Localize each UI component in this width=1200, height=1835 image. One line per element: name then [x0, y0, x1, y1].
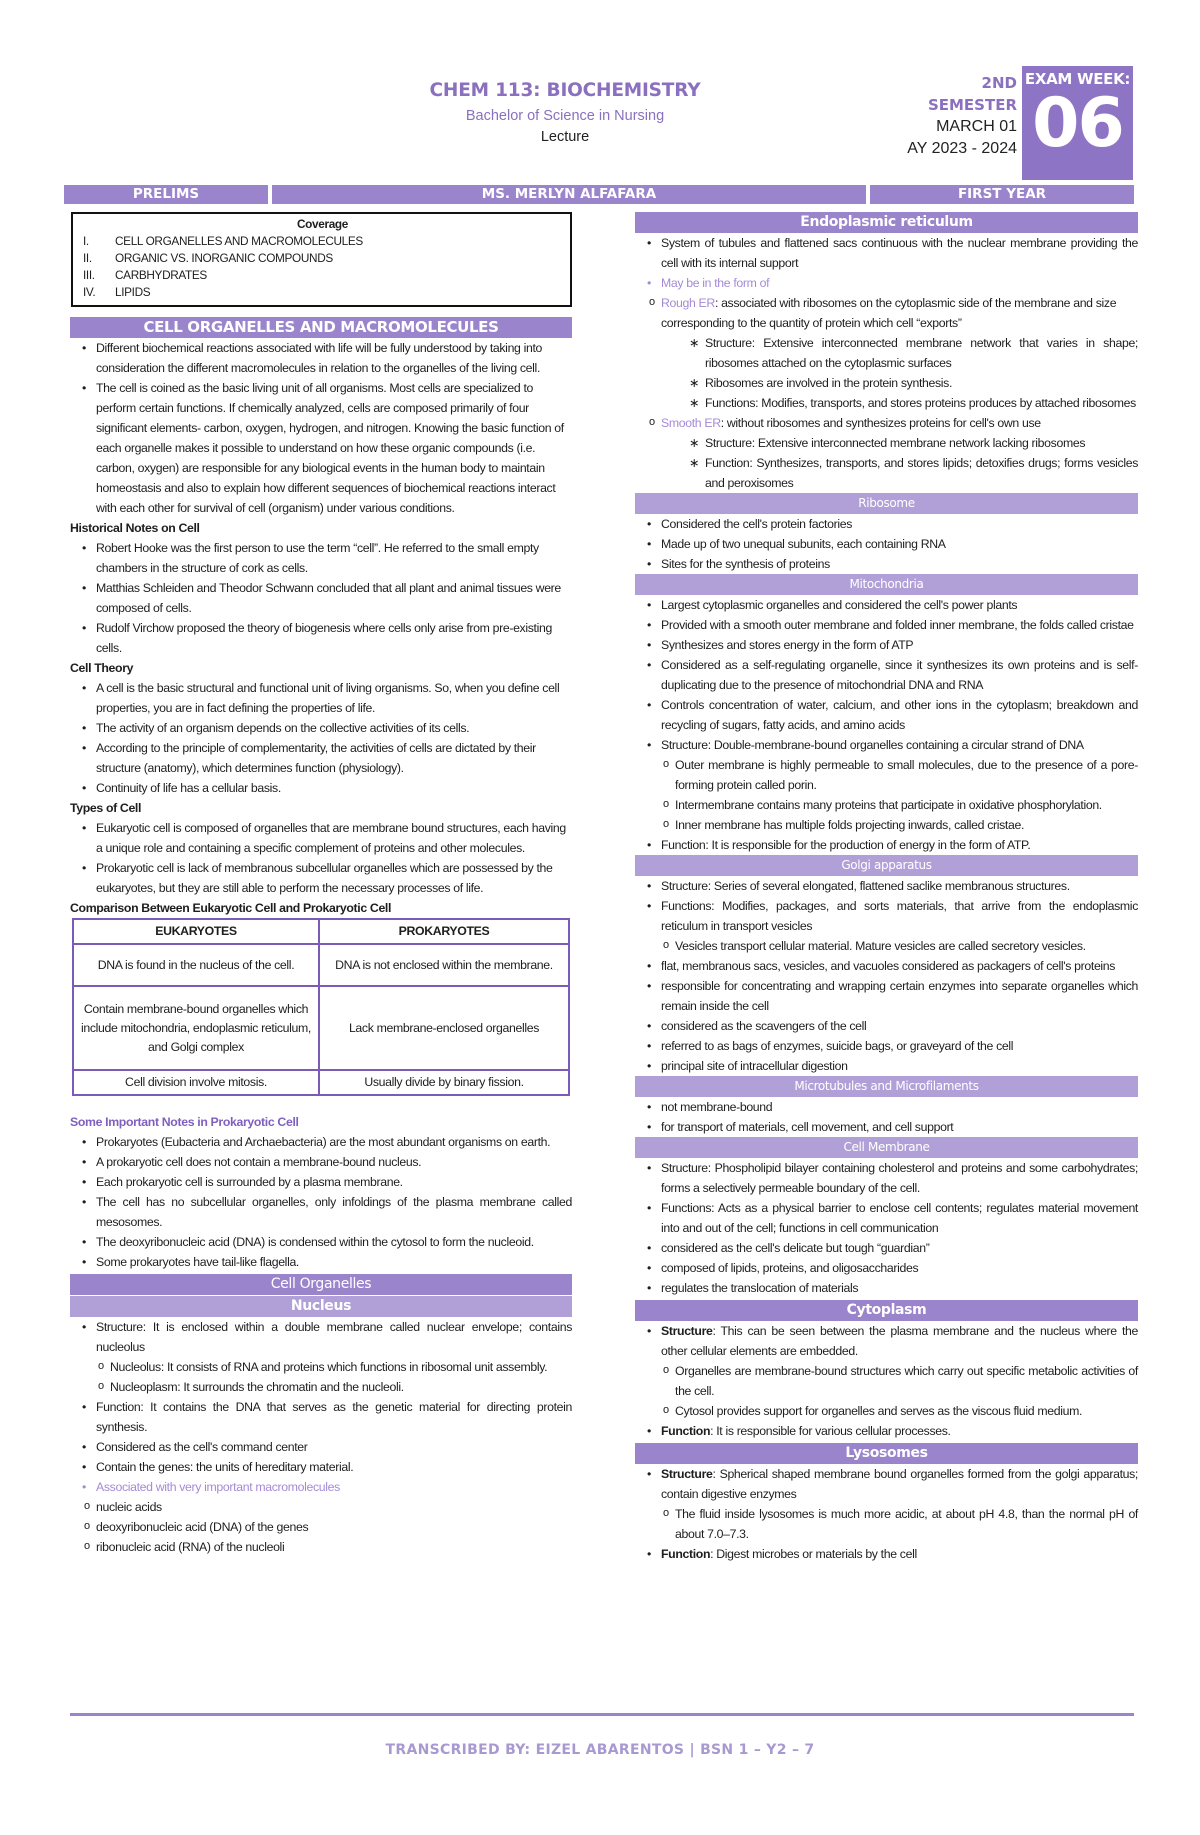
lysosomes-sublist	[635, 1504, 1138, 1544]
exam-week-badge	[1022, 66, 1133, 180]
table-cell: Cell division involve mitosis.	[73, 1070, 319, 1095]
list-item: • considered as the cell's delicate but tough “guardian”	[635, 1238, 1138, 1258]
semester-info	[907, 74, 1017, 158]
list-item: • A prokaryotic cell does not contain a membrane-bound nucleus.	[70, 1152, 572, 1172]
list-item: • Associated with very important macromolecules	[70, 1477, 572, 1497]
right-column	[635, 212, 1138, 1564]
list-item: • Different biochemical reactions associated with life will be fully understood by taking into consideration the different macromolecules in relation to the organelles of the living cell.	[70, 338, 572, 378]
document-header	[380, 80, 750, 145]
list-item: • Considered the cell's protein factories	[635, 514, 1138, 534]
footer-credit: TRANSCRIBED BY: EIZEL ABARENTOS | BSN 1 – Y2 – 7	[385, 1742, 815, 1758]
table-cell: DNA is not enclosed within the membrane.	[319, 944, 569, 986]
er-forms-list	[621, 293, 1138, 333]
list-item: • considered as the scavengers of the cell	[635, 1016, 1138, 1036]
comparison-table	[72, 918, 570, 1096]
table-row	[73, 944, 569, 986]
list-item: • Prokaryotic cell is lack of membranous subcellular organelles which are possessed by the eukaryotes, but they are still able to perform the necessary processes of life.	[70, 858, 572, 898]
list-item: • Function: Digest microbes or materials by the cell	[635, 1544, 1138, 1564]
list-item: • not membrane-bound	[635, 1097, 1138, 1117]
list-item: • The deoxyribonucleic acid (DNA) is condensed within the cytosol to form the nucleoid.	[70, 1232, 572, 1252]
macromolecule-list	[56, 1497, 572, 1557]
list-item: • Function: It contains the DNA that serves as the genetic material for directing protein synthesis.	[70, 1397, 572, 1437]
detail-item: ∗ Function: Synthesizes, transports, and stores lipids; detoxifies drugs; forms vesicles and peroxisomes	[635, 453, 1138, 493]
list-item: • Robert Hooke was the first person to use the term “cell”. He referred to the small empty chambers in the structure of cork as cells.	[70, 538, 572, 578]
table-header-row	[73, 919, 569, 944]
list-item: • Structure: Phospholipid bilayer containing cholesterol and proteins and some carbohydrates; forms a selectively permeable boundary of the cell.	[635, 1158, 1138, 1198]
list-item: • for transport of materials, cell movement, and cell support	[635, 1117, 1138, 1137]
term-bar: PRELIMS	[64, 185, 268, 204]
list-item: • Sites for the synthesis of proteins	[635, 554, 1138, 574]
ribosome-list	[635, 514, 1138, 574]
list-item: • Function: It is responsible for the production of energy in the form of ATP.	[635, 835, 1138, 855]
detail-item: ∗ Functions: Modifies, transports, and stores proteins produces by attached ribosomes	[635, 393, 1138, 413]
coverage-title: Coverage	[297, 217, 348, 231]
cytoplasm-function	[635, 1421, 1138, 1441]
table-row	[73, 1070, 569, 1095]
types-of-cell-heading: Types of Cell	[70, 801, 142, 815]
nucleus-list	[70, 1317, 572, 1357]
list-item: • Continuity of life has a cellular basis.	[70, 778, 572, 798]
table-cell: Lack membrane-enclosed organelles	[319, 986, 569, 1070]
year-level-bar: FIRST YEAR	[870, 185, 1134, 204]
cell-theory-heading: Cell Theory	[70, 661, 134, 675]
golgi-sublist	[635, 936, 1138, 956]
cell-membrane-heading: Cell Membrane	[635, 1137, 1138, 1158]
sub-list-item: o Intermembrane contains many proteins that participate in oxidative phosphorylation.	[635, 795, 1138, 815]
list-item: • Each prokaryotic cell is surrounded by a plasma membrane.	[70, 1172, 572, 1192]
detail-item: ∗ Structure: Extensive interconnected membrane network lacking ribosomes	[635, 433, 1138, 453]
list-item: • Largest cytoplasmic organelles and considered the cell's power plants	[635, 595, 1138, 615]
sub-list-item: o Nucleoplasm: It surrounds the chromatin and the nucleoli.	[70, 1377, 572, 1397]
list-item: • referred to as bags of enzymes, suicide bags, or graveyard of the cell	[635, 1036, 1138, 1056]
coverage-item: II. ORGANIC VS. INORGANIC COMPOUNDS	[83, 251, 333, 265]
table-cell: DNA is found in the nucleus of the cell.	[73, 944, 319, 986]
coverage-box	[71, 212, 572, 307]
table-cell: Contain membrane-bound organelles which include mitochondria, endoplasmic reticulum, and Golgi complex	[73, 986, 319, 1070]
cytoplasm-heading: Cytoplasm	[635, 1300, 1138, 1321]
coverage-list	[81, 233, 564, 301]
sub-list-item: o Vesicles transport cellular material. Mature vesicles are called secretory vesicles.	[635, 936, 1138, 956]
sub-list-item: o Nucleolus: It consists of RNA and proteins which functions in ribosomal unit assembly.	[70, 1357, 572, 1377]
mitochondria-function	[635, 835, 1138, 855]
lysosomes-list	[635, 1464, 1138, 1504]
nucleus-more-list	[70, 1397, 572, 1497]
cytoplasm-list	[635, 1321, 1138, 1361]
list-item: • Structure: Series of several elongated, flattened saclike membranous structures.	[635, 876, 1138, 896]
course-title: CHEM 113: BIOCHEMISTRY	[429, 80, 701, 101]
smooth-er-details	[635, 433, 1138, 493]
sub-list-item: o Outer membrane is highly permeable to small molecules, due to the presence of a pore-forming protein called porin.	[635, 755, 1138, 795]
prokaryotic-notes-list	[70, 1132, 572, 1272]
ribosome-heading: Ribosome	[635, 493, 1138, 514]
list-item: • Functions: Modifies, packages, and sorts materials, that arrive from the endoplasmic reticulum in transport vesicles	[635, 896, 1138, 936]
sub-list-item: o Rough ER: associated with ribosomes on the cytoplasmic side of the membrane and size corresponding to the quantity of protein which cell “exports”	[621, 293, 1138, 333]
left-column	[70, 212, 572, 1557]
list-item: • The activity of an organism depends on the collective activities of its cells.	[70, 718, 572, 738]
exam-week-label: EXAM WEEK:	[1024, 70, 1131, 88]
list-item: • Structure: This can be seen between the plasma membrane and the nucleus where the other cellular elements are embedded.	[635, 1321, 1138, 1361]
lysosomes-heading: Lysosomes	[635, 1443, 1138, 1464]
table-cell: Usually divide by binary fission.	[319, 1070, 569, 1095]
sub-list-item: o ribonucleic acid (RNA) of the nucleoli	[56, 1537, 572, 1557]
column-header: EUKARYOTES	[73, 919, 319, 944]
list-item: • The cell is coined as the basic living unit of all organisms. Most cells are specialized to perform certain functions. If chemically analyzed, cells are composed primarily of four significant elements- carbon, oxygen, hydrogen, and nitrogen. Knowing the basic function of each organelle makes it possible to understand on how these organic compounds (i.e. carbon, oxygen) are responsible for any biological events in the human body to maintain homeostasis and also to explain how different sequences of biochemical reactions interact with each other for survival of cell (organism) under various conditions.	[70, 378, 572, 518]
academic-year: AY 2023 - 2024	[907, 140, 1017, 157]
semester-label: SEMESTER	[927, 96, 1017, 114]
sub-list-item: o The fluid inside lysosomes is much more acidic, at about pH 4.8, than the normal pH of about 7.0–7.3.	[635, 1504, 1138, 1544]
sub-list-item: o Cytosol provides support for organelles and serves as the viscous fluid medium.	[635, 1401, 1138, 1421]
historical-notes-heading: Historical Notes on Cell	[70, 521, 200, 535]
mitochondria-heading: Mitochondria	[635, 574, 1138, 595]
coverage-item: III. CARBHYDRATES	[83, 268, 207, 282]
class-type: Lecture	[540, 129, 590, 145]
sub-list-item: o Smooth ER: without ribosomes and synthesizes proteins for cell's own use	[621, 413, 1138, 433]
lecture-date: MARCH 01	[936, 118, 1017, 135]
smooth-er-label: Smooth ER	[661, 416, 721, 430]
golgi-more-list	[635, 956, 1138, 1076]
golgi-heading: Golgi apparatus	[635, 855, 1138, 876]
list-item: • Structure: Spherical shaped membrane bound organelles formed from the golgi apparatus; contain digestive enzymes	[635, 1464, 1138, 1504]
list-item: • composed of lipids, proteins, and oligosaccharides	[635, 1258, 1138, 1278]
list-item: • Function: It is responsible for various cellular processes.	[635, 1421, 1138, 1441]
cell-organelles-heading: Cell Organelles	[70, 1274, 572, 1295]
coverage-item: I. CELL ORGANELLES AND MACROMOLECULES	[83, 234, 363, 248]
types-of-cell-list	[70, 818, 572, 898]
list-item: • responsible for concentrating and wrapping certain enzymes into separate organelles which remain inside the cell	[635, 976, 1138, 1016]
list-item: • Synthesizes and stores energy in the form of ATP	[635, 635, 1138, 655]
list-item: • Matthias Schleiden and Theodor Schwann concluded that all plant and animal tissues were composed of cells.	[70, 578, 572, 618]
historical-notes-list	[70, 538, 572, 658]
list-item: • System of tubules and flattened sacs continuous with the nuclear membrane providing the cell with its internal support	[635, 233, 1138, 273]
list-item: • Controls concentration of water, calcium, and other ions in the cytoplasm; breakdown and recycling of sugars, fatty acids, and amino acids	[635, 695, 1138, 735]
main-section-heading: CELL ORGANELLES AND MACROMOLECULES	[70, 317, 572, 338]
sub-list-item: o nucleic acids	[56, 1497, 572, 1517]
nucleus-heading: Nucleus	[70, 1296, 572, 1317]
list-item: • Considered as a self-regulating organelle, since it synthesizes its own proteins and is self- duplicating due to the presence of mitochondrial DNA and RNA	[635, 655, 1138, 695]
semester-number: 2ND	[981, 74, 1017, 92]
list-item: • principal site of intracellular digestion	[635, 1056, 1138, 1076]
lysosomes-function	[635, 1544, 1138, 1564]
cell-membrane-list	[635, 1158, 1138, 1298]
list-item: • Structure: Double-membrane-bound organelles containing a circular strand of DNA	[635, 735, 1138, 755]
mitochondria-list	[635, 595, 1138, 755]
cytoplasm-sublist	[635, 1361, 1138, 1421]
footer-divider	[70, 1713, 1134, 1716]
list-item: • A cell is the basic structural and functional unit of living organisms. So, when you define cell properties, you are in fact defining the properties of life.	[70, 678, 572, 718]
mitochondria-sublist	[635, 755, 1138, 835]
er-list	[635, 233, 1138, 293]
comparison-heading: Comparison Between Eukaryotic Cell and Prokaryotic Cell	[70, 901, 392, 915]
prokaryotic-notes-heading: Some Important Notes in Prokaryotic Cell	[70, 1115, 299, 1129]
golgi-list	[635, 876, 1138, 936]
list-item: • May be in the form of	[635, 273, 1138, 293]
intro-list	[70, 338, 572, 518]
list-item: • regulates the translocation of materials	[635, 1278, 1138, 1298]
microtubules-list	[635, 1097, 1138, 1137]
sub-list-item: o Organelles are membrane-bound structures which carry out specific metabolic activities of the cell.	[635, 1361, 1138, 1401]
column-header: PROKARYOTES	[319, 919, 569, 944]
list-item: • Eukaryotic cell is composed of organelles that are membrane bound structures, each having a unique role and containing a specific complement of proteins and other molecules.	[70, 818, 572, 858]
rough-er-details	[635, 333, 1138, 413]
list-item: • Considered as the cell's command center	[70, 1437, 572, 1457]
sub-list-item: o deoxyribonucleic acid (DNA) of the genes	[56, 1517, 572, 1537]
list-item: • flat, membranous sacs, vesicles, and vacuoles considered as packagers of cell's proteins	[635, 956, 1138, 976]
list-item: • Prokaryotes (Eubacteria and Archaebacteria) are the most abundant organisms on earth.	[70, 1132, 572, 1152]
list-item: • Made up of two unequal subunits, each containing RNA	[635, 534, 1138, 554]
microtubules-heading: Microtubules and Microfilaments	[635, 1076, 1138, 1097]
nucleus-sublist	[70, 1357, 572, 1397]
exam-week-number: 06	[1032, 84, 1123, 163]
list-item: • Some prokaryotes have tail-like flagella.	[70, 1252, 572, 1272]
detail-item: ∗ Ribosomes are involved in the protein synthesis.	[635, 373, 1138, 393]
coverage-item: IV. LIPIDS	[83, 285, 151, 299]
instructor-bar: MS. MERLYN ALFAFARA	[272, 185, 866, 204]
er-forms-list	[621, 413, 1138, 433]
program-name: Bachelor of Science in Nursing	[465, 108, 665, 124]
sub-list-item: o Inner membrane has multiple folds projecting inwards, called cristae.	[635, 815, 1138, 835]
list-item: • The cell has no subcellular organelles, only infoldings of the plasma membrane called mesosomes.	[70, 1192, 572, 1232]
rough-er-label: Rough ER	[661, 296, 715, 310]
list-item: • Rudolf Virchow proposed the theory of biogenesis where cells only arise from pre-existing cells.	[70, 618, 572, 658]
table-row	[73, 986, 569, 1070]
cell-theory-list	[70, 678, 572, 798]
er-heading: Endoplasmic reticulum	[635, 212, 1138, 233]
list-item: • Contain the genes: the units of hereditary material.	[70, 1457, 572, 1477]
detail-item: ∗ Structure: Extensive interconnected membrane network that varies in shape; ribosomes attached on the cytoplasmic surfaces	[635, 333, 1138, 373]
list-item: • Structure: It is enclosed within a double membrane called nuclear envelope; contains nucleolus	[70, 1317, 572, 1357]
list-item: • According to the principle of complementarity, the activities of cells are dictated by their structure (anatomy), which determines function (physiology).	[70, 738, 572, 778]
list-item: • Functions: Acts as a physical barrier to enclose cell contents; regulates material movement into and out of the cell; functions in cell communication	[635, 1198, 1138, 1238]
list-item: • Provided with a smooth outer membrane and folded inner membrane, the folds called cristae	[635, 615, 1138, 635]
